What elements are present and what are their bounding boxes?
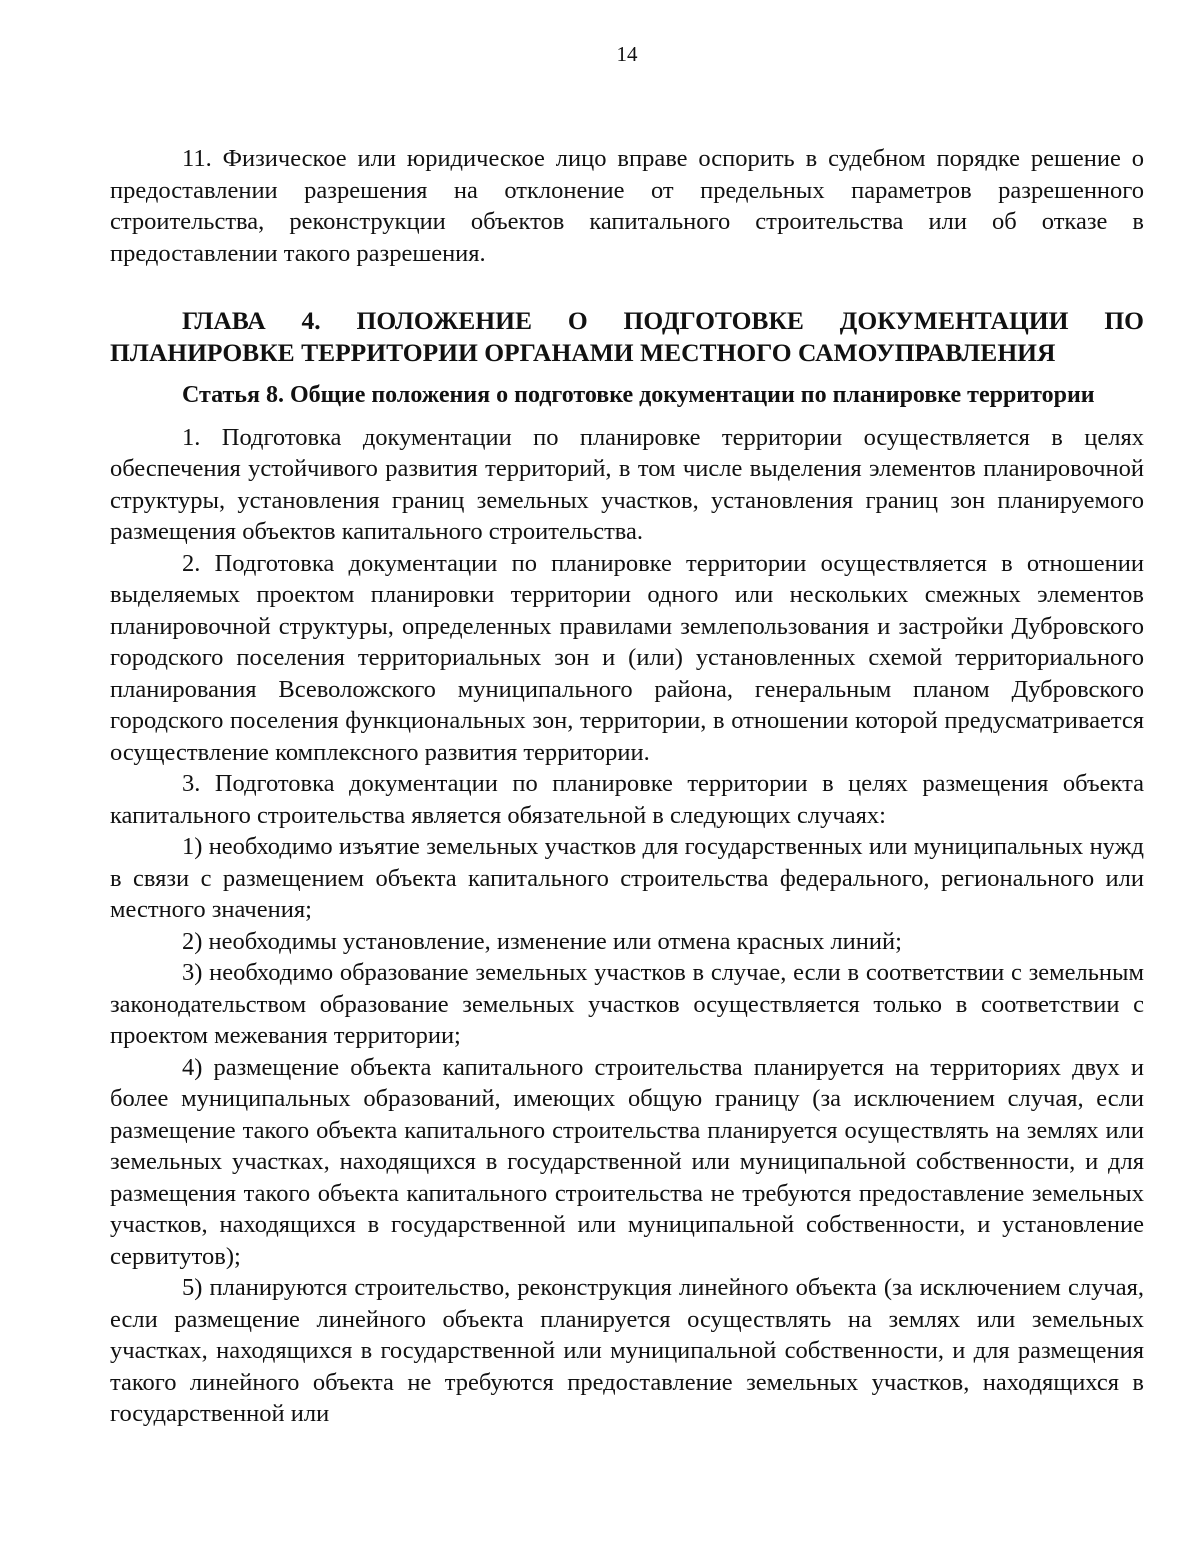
list-item-3: 3) необходимо образование земельных участков в случае, если в соответствии с земельным законодательством образование земельных участков осуществляется только в соответствии с проектом межевания территории; — [110, 959, 1144, 1049]
list-item-2: 2) необходимы установление, изменение или отмена красных линий; — [182, 927, 902, 955]
list-item-5: 5) планируются строительство, реконструкция линейного объекта (за исключением случая, если размещение линейного объекта планируется осуществлять на землях или земельных участках, находящихся в государственной или муниципальной собственности, и для размещения такого линейного объекта не требуются предоставление земельных участков, находящихся в государственной или — [110, 1274, 1144, 1427]
chapter-heading: ГЛАВА 4. ПОЛОЖЕНИЕ О ПОДГОТОВКЕ ДОКУМЕНТАЦИИ ПО ПЛАНИРОВКЕ ТЕРРИТОРИИ ОРГАНАМИ МЕСТНОГО САМОУПРАВЛЕНИЯ — [110, 306, 1144, 367]
paragraph-11: 11. Физическое или юридическое лицо вправе оспорить в судебном порядке решение о предоставлении разрешения на отклонение от предельных параметров разрешенного строительства, реконструкции объектов капитального строительства или об отказе в предоставлении такого разрешения. — [110, 145, 1144, 267]
article-heading: Статья 8. Общие положения о подготовке документации по планировке территории — [182, 382, 1095, 408]
list-item-1: 1) необходимо изъятие земельных участков для государственных или муниципальных нужд в связи с размещением объекта капитального строительства федерального, регионального или местного значения; — [110, 833, 1144, 923]
list-item-4: 4) размещение объекта капитального строительства планируется на территориях двух и более муниципальных образований, имеющих общую границу (за исключением случая, если размещение такого объекта капитального строительства планируется осуществлять на землях или земельных участках, находящихся в государственной или муниципальной собственности, и для размещения такого объекта капитального строительства не требуются предоставление земельных участков, находящихся в государственной или муниципальной собственности, и установление сервитутов); — [110, 1053, 1144, 1270]
paragraph-2: 2. Подготовка документации по планировке территории осуществляется в отношении выделяемых проектом планировки территории одного или нескольких смежных элементов планировочной структуры, определенных правилами землепользования и застройки Дубровского городского поселения территориальных зон и (или) установленных схемой территориального планирования Всеволожского муниципального района, генеральным планом Дубровского городского поселения функциональных зон, территории, в отношении которой предусматривается осуществление комплексного развития территории. — [110, 549, 1144, 766]
paragraph-1: 1. Подготовка документации по планировке территории осуществляется в целях обеспечения устойчивого развития территорий, в том числе выделения элементов планировочной структуры, установления границ земельных участков, установления границ зон планируемого размещения объектов капитального строительства. — [110, 423, 1144, 545]
page-number: 14 — [616, 42, 638, 66]
document-body — [110, 143, 1144, 1430]
paragraph-3: 3. Подготовка документации по планировке территории в целях размещения объекта капитального строительства является обязательной в следующих случаях: — [110, 770, 1144, 829]
